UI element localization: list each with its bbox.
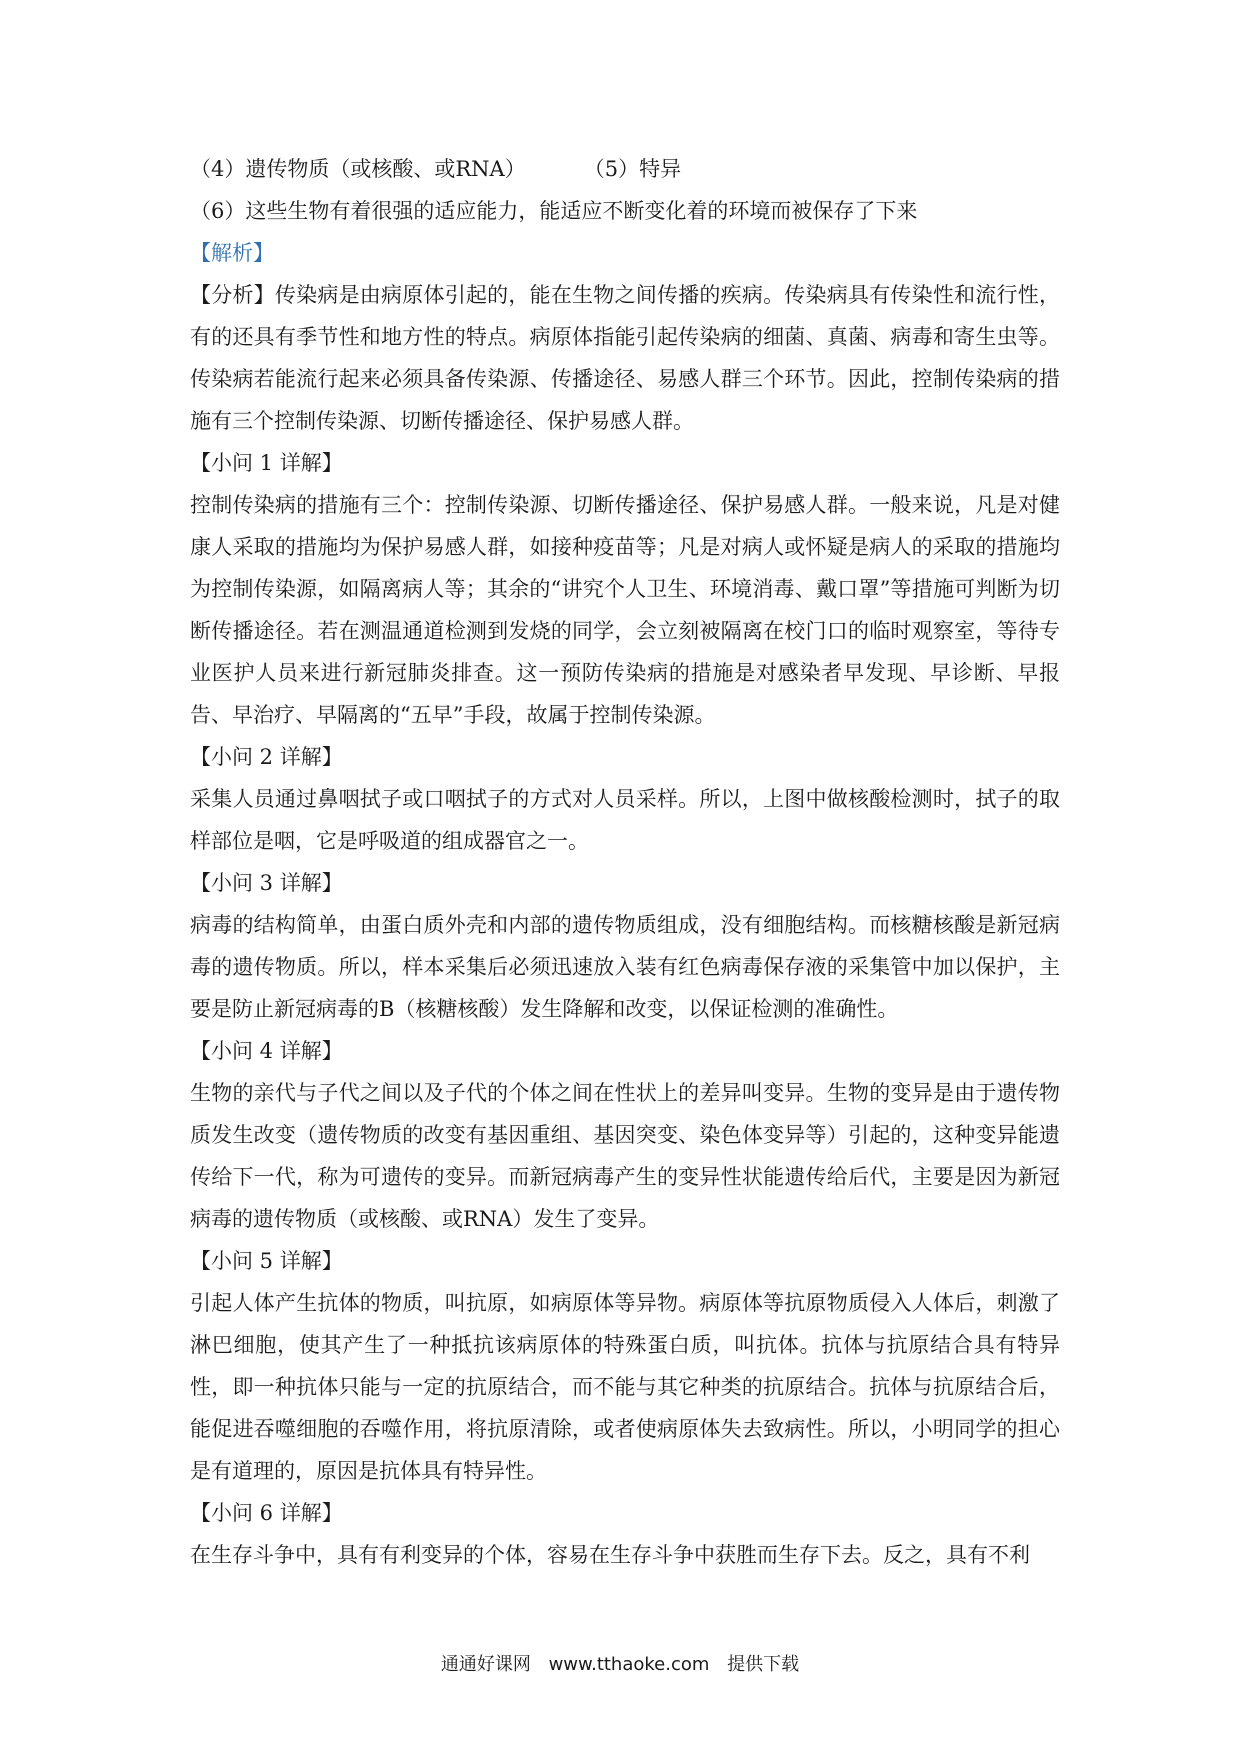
- footer-url[interactable]: www.tthaoke.com: [548, 1654, 710, 1675]
- page-footer: [0, 1650, 1240, 1676]
- section-2-text: 采集人员通过鼻咽拭子或口咽拭子的方式对人员采样。所以，上图中做核酸检测时，拭子的取样部位是咽，它是呼吸道的组成器官之一。: [190, 787, 1060, 853]
- section-3-heading: 【小问 3 详解】: [190, 871, 343, 895]
- section-1-text: 控制传染病的措施有三个：控制传染源、切断传播途径、保护易感人群。一般来说，凡是对健康人采取的措施均为保护易感人群，如接种疫苗等；凡是对病人或怀疑是病人的采取的措施均为控制传染源，如隔离病人等；其余的“讲究个人卫生、环境消毒、戴口罩”等措施可判断为切断传播途径。若在测温通道检测到发烧的同学，会立刻被隔离在校门口的临时观察室，等待专业医护人员来进行新冠肺炎排查。这一预防传染病的措施是对感染者早发现、早诊断、早报告、早治疗、早隔离的“五早”手段，故属于控制传染源。: [190, 493, 1060, 727]
- section-4-heading: 【小问 4 详解】: [190, 1039, 343, 1063]
- document-page: [190, 148, 1060, 1576]
- footer-site-name: 通通好课网: [440, 1654, 531, 1675]
- section-3-text: 病毒的结构简单，由蛋白质外壳和内部的遗传物质组成，没有细胞结构。而核糖核酸是新冠病毒的遗传物质。所以，样本采集后必须迅速放入装有红色病毒保存液的采集管中加以保护，主要是防止新冠病毒的B（核糖核酸）发生降解和改变，以保证检测的准确性。: [190, 913, 1060, 1021]
- section-6-heading: 【小问 6 详解】: [190, 1501, 343, 1525]
- answer-5: （5）特异: [583, 157, 682, 181]
- section-5-text: 引起人体产生抗体的物质，叫抗原，如病原体等异物。病原体等抗原物质侵入人体后，刺激了淋巴细胞，使其产生了一种抵抗该病原体的特殊蛋白质，叫抗体。抗体与抗原结合具有特异性，即一种抗体只能与一定的抗原结合，而不能与其它种类的抗原结合。抗体与抗原结合后，能促进吞噬细胞的吞噬作用，将抗原清除，或者使病原体失去致病性。所以，小明同学的担心是有道理的，原因是抗体具有特异性。: [190, 1291, 1060, 1483]
- section-5-heading: 【小问 5 详解】: [190, 1249, 343, 1273]
- analysis-heading: 【解析】: [190, 241, 274, 265]
- section-6-text: 在生存斗争中，具有有利变异的个体，容易在生存斗争中获胜而生存下去。反之，具有不利: [190, 1543, 1030, 1567]
- answer-6: （6）这些生物有着很强的适应能力，能适应不断变化着的环境而被保存了下来: [190, 199, 918, 223]
- section-1-heading: 【小问 1 详解】: [190, 451, 343, 475]
- answer-4: （4）遗传物质（或核酸、或RNA）: [190, 157, 526, 181]
- section-2-heading: 【小问 2 详解】: [190, 745, 343, 769]
- analysis-paragraph: 【分析】传染病是由病原体引起的，能在生物之间传播的疾病。传染病具有传染性和流行性，有的还具有季节性和地方性的特点。病原体指能引起传染病的细菌、真菌、病毒和寄生虫等。传染病若能流行起来必须具备传染源、传播途径、易感人群三个环节。因此，控制传染病的措施有三个控制传染源、切断传播途径、保护易感人群。: [190, 283, 1060, 433]
- footer-note: 提供下载: [727, 1654, 800, 1675]
- answer-row: [190, 148, 1060, 190]
- section-4-text: 生物的亲代与子代之间以及子代的个体之间在性状上的差异叫变异。生物的变异是由于遗传物质发生改变（遗传物质的改变有基因重组、基因突变、染色体变异等）引起的，这种变异能遗传给下一代，称为可遗传的变异。而新冠病毒产生的变异性状能遗传给后代，主要是因为新冠病毒的遗传物质（或核酸、或RNA）发生了变异。: [190, 1081, 1060, 1231]
